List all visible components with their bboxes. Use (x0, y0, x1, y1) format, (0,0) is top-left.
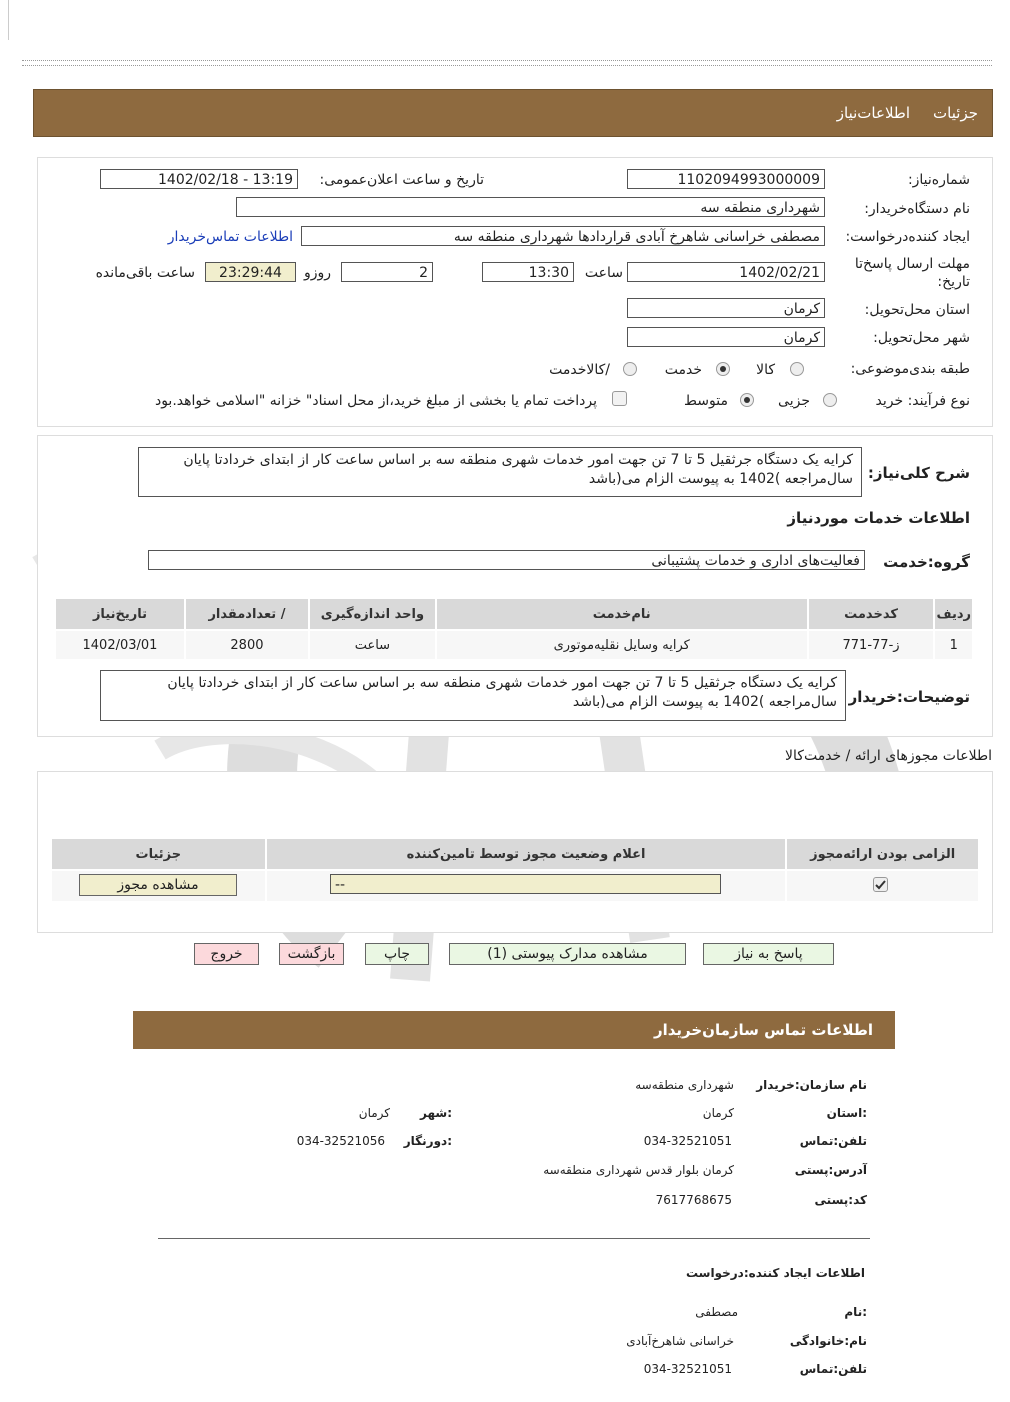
group-label: گروه:خدمت (883, 553, 970, 571)
th-permit-required: الزامی بودن ارائه‌مجوز (787, 839, 978, 869)
province-field: کرمان (627, 298, 825, 318)
services-title: اطلاعات خدمات موردنیاز (787, 509, 970, 527)
exit-button[interactable]: خروج (194, 943, 259, 965)
process-label: نوع فرآیند: خرید (875, 393, 970, 409)
print-button[interactable]: چاپ (365, 943, 429, 965)
creator-phone-value: 034-32521051 (643, 1362, 732, 1376)
creator-info-title: اطلاعات ایجاد کننده:درخواست (685, 1266, 865, 1280)
category-both-label: /کالا‌خدمت (549, 362, 610, 378)
remaining-time-field: 23:29:44 (205, 262, 296, 282)
category-service-label: خدمت (664, 362, 702, 378)
permit-status-field: -- (330, 874, 721, 894)
back-button[interactable]: بازگشت (279, 943, 344, 965)
cell-unit: ساعت (310, 631, 435, 659)
contact-fax-value: 034-32521056 (296, 1134, 385, 1148)
contact-org-label: نام سازمان:خریدار (756, 1078, 867, 1092)
checkmark-icon (874, 878, 887, 891)
payment-checkbox[interactable] (612, 391, 627, 406)
city-field: کرمان (627, 327, 825, 347)
cell-date: 1402/03/01 (56, 631, 184, 659)
contact-title: اطلاعات تماس سازمان‌خریدار (653, 1021, 873, 1039)
cell-code: ز-77-771 (809, 631, 934, 659)
deadline-time-field: 13:30 (482, 262, 574, 282)
th-name: نام‌خدمت (437, 599, 807, 629)
contact-phone-label: تلفن:تماس (799, 1134, 867, 1148)
deadline-time-label: ساعت (584, 265, 623, 281)
contact-address-label: آدرس:پستی (794, 1163, 867, 1177)
contact-province-value: کرمان (702, 1106, 734, 1120)
contact-city-label: :شهر (420, 1106, 452, 1120)
description-text: کرایه یک دستگاه جرثقیل 5 تا 7 تن جهت امور خدمات شهری منطقه سه بر اساس ساعت کار از ابتدای خردادتا پایان سال‌مراجعه )1402 به پیوست الزام می(باشد (138, 447, 862, 497)
need-number-label: شماره‌نیاز: (907, 172, 970, 188)
cell-name: کرایه وسایل نقلیه‌موتوری (437, 631, 807, 659)
days-label: روز‌و (303, 265, 331, 281)
tab-details[interactable]: جزئیات (933, 104, 978, 122)
deadline-label-date: تاریخ: (937, 274, 970, 290)
contact-address-value: کرمان بلوار قدس شهرداری منطقه‌سه (543, 1163, 734, 1177)
process-minor-label: جزیی (778, 393, 810, 409)
process-medium-radio[interactable] (740, 393, 754, 407)
view-permit-button[interactable]: مشاهده مجوز (79, 874, 237, 896)
contact-phone-value: 034-32521051 (643, 1134, 732, 1148)
creator-family-label: نام:خانوادگی (789, 1334, 867, 1348)
buyer-notes-label: توضیحات:خریدار (848, 688, 970, 706)
cell-qty: 2800 (186, 631, 308, 659)
details-header (33, 89, 993, 137)
th-date: تاریخ‌نیاز (56, 599, 184, 629)
creator-label: ایجاد کننده‌درخواست: (845, 229, 970, 245)
services-table (54, 597, 974, 661)
th-permit-status: اعلام وضعیت مجوز توسط تامین‌کننده (267, 839, 786, 869)
table-row (56, 631, 972, 659)
creator-phone-label: تلفن:تماس (799, 1362, 867, 1376)
city-label: شهر محل‌تحویل: (873, 330, 970, 346)
category-service-radio[interactable] (716, 362, 730, 376)
description-label: شرح کلی‌نیاز: (867, 464, 970, 482)
creator-name-label: :نام (844, 1305, 867, 1319)
days-field: 2 (341, 262, 433, 282)
contact-postal-value: 7617768675 (655, 1193, 732, 1207)
th-unit: واحد اندازه‌گیری (310, 599, 435, 629)
province-label: استان محل‌تحویل: (864, 302, 970, 318)
process-minor-radio[interactable] (823, 393, 837, 407)
left-edge-line (8, 0, 9, 40)
permits-title: اطلاعات مجوزهای ارائه / خدمت‌کالا (785, 748, 992, 764)
category-goods-radio[interactable] (790, 362, 804, 376)
buyer-contact-header (133, 1011, 895, 1049)
creator-field: مصطفی خراسانی شاهرخ آبادی قراردادها شهرداری منطقه سه (301, 226, 825, 246)
cell-row: 1 (935, 631, 972, 659)
announce-label: تاریخ و ساعت اعلان‌عمومی: (319, 172, 484, 188)
tab-need-info[interactable]: اطلاعات‌نیاز (836, 104, 910, 122)
category-both-radio[interactable] (623, 362, 637, 376)
need-number-field: 1102094993000009 (627, 169, 825, 189)
deadline-date-field: 1402/02/21 (627, 262, 825, 282)
buyer-org-label: نام دستگاه‌خریدار: (864, 201, 970, 217)
remaining-label: ساعت باقی‌مانده (95, 265, 195, 281)
creator-family-value: خراسانی شاهرخ‌آبادی (626, 1334, 734, 1348)
permit-required-checkbox (873, 877, 888, 892)
announce-field: 1402/02/18 - 13:19 (100, 169, 298, 189)
payment-note: پرداخت تمام یا بخشی از مبلغ خرید،از محل اسناد" خزانه "اسلامی خواهد.بود (154, 393, 597, 409)
contact-org-value: شهرداری منطقه‌سه (635, 1078, 734, 1092)
contact-fax-label: :دورنگار (403, 1134, 452, 1148)
top-divider (22, 60, 992, 66)
buyer-contact-link[interactable]: اطلاعات تماس‌خریدار (167, 229, 293, 245)
creator-name-value: مصطفی (695, 1305, 738, 1319)
process-medium-label: متوسط (684, 393, 728, 409)
reply-button[interactable]: پاسخ به نیاز (703, 943, 834, 965)
deadline-label: مهلت ارسال پاسخ‌تا (854, 256, 970, 272)
th-permit-details: جزئیات (52, 839, 265, 869)
buyer-notes-text: کرایه یک دستگاه جرثقیل 5 تا 7 تن جهت امور خدمات شهری منطقه سه بر اساس ساعت کار از ابتدای خردادتا پایان سال‌مراجعه )1402 به پیوست الزام می(باشد (100, 670, 846, 721)
contact-province-label: :استان (826, 1106, 867, 1120)
th-qty: / تعدادمقدار (186, 599, 308, 629)
contact-divider (158, 1238, 870, 1239)
contact-city-value: کرمان (358, 1106, 390, 1120)
group-field: فعالیت‌های اداری و خدمات پشتیبانی (148, 550, 865, 570)
category-label: طبقه بندی‌موضوعی: (850, 361, 970, 377)
view-attachments-button[interactable]: مشاهده مدارک پیوستی (1) (449, 943, 686, 965)
th-row: ردیف (935, 599, 972, 629)
category-goods-label: کالا (756, 362, 775, 378)
th-code: کدخدمت (809, 599, 934, 629)
buyer-org-field: شهرداری منطقه سه (236, 197, 825, 217)
contact-postal-label: کد:پستی (814, 1193, 867, 1207)
